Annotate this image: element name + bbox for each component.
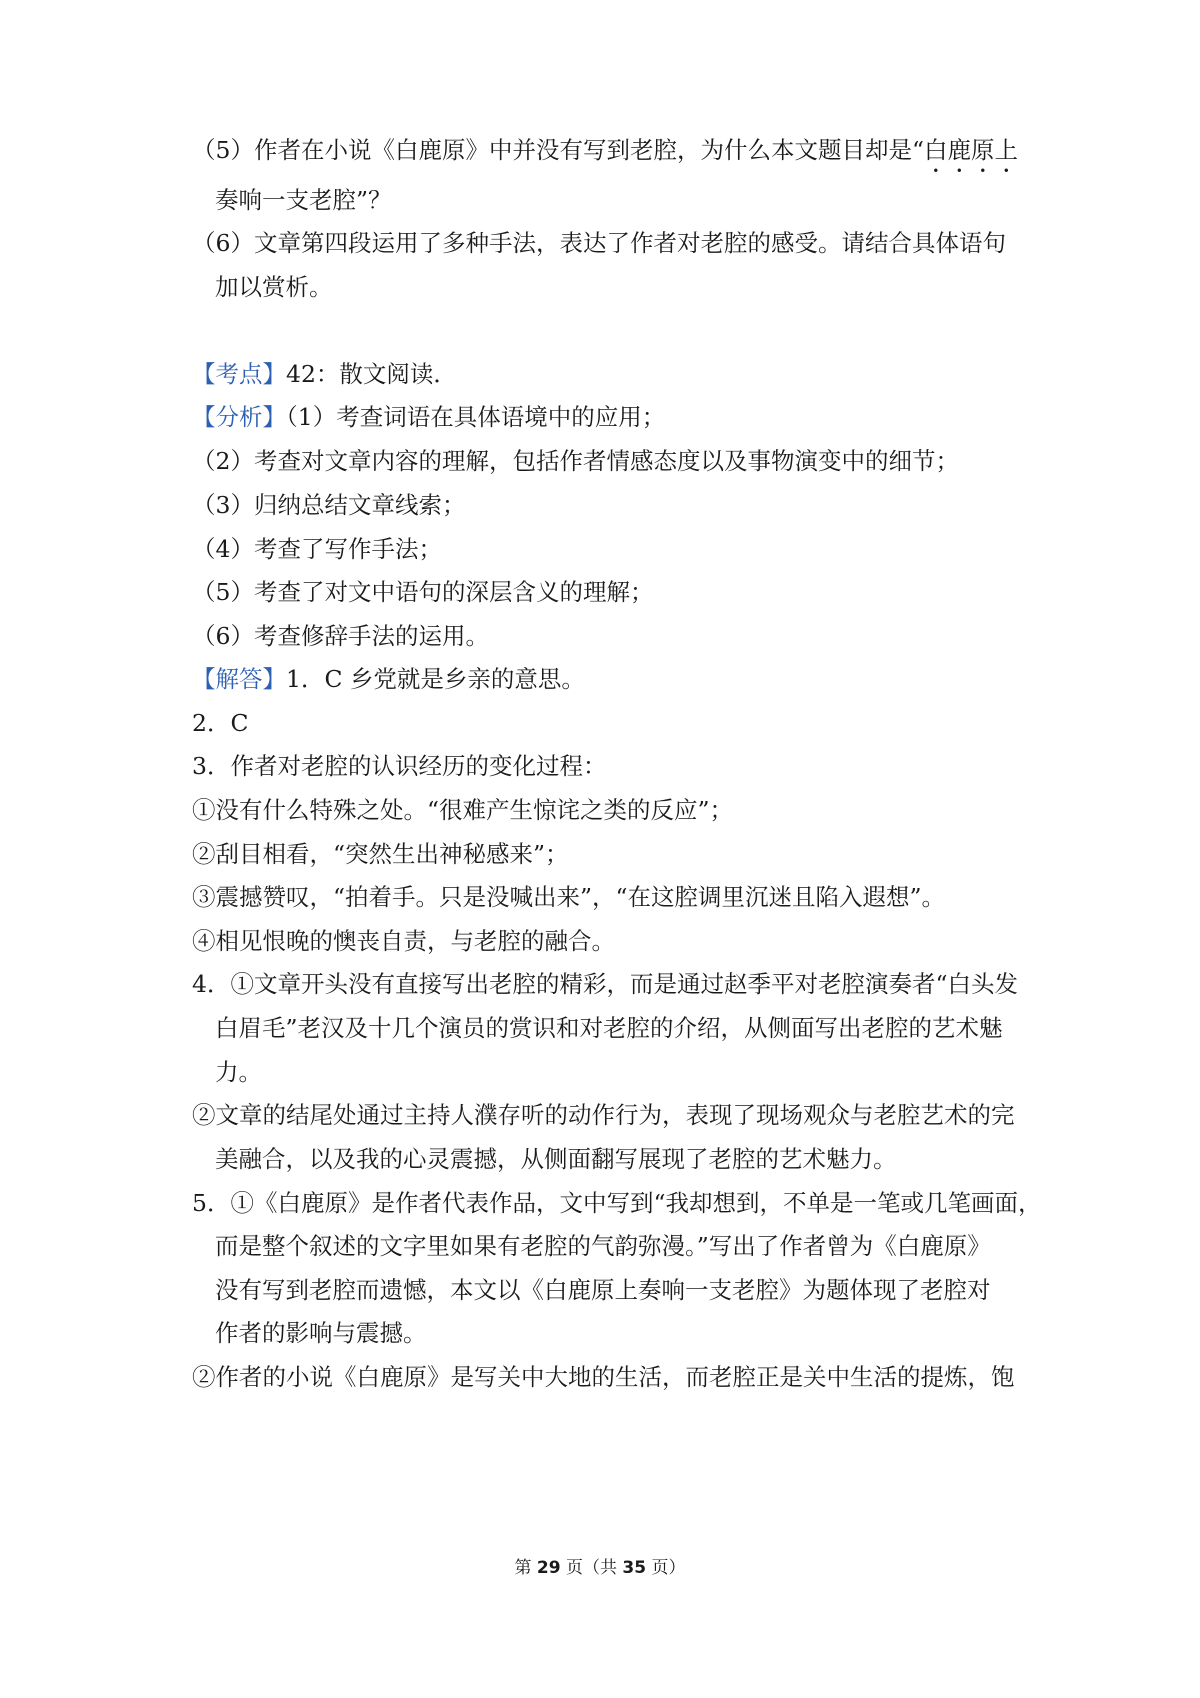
fenxi-line-3: （3）归纳总结文章线索； <box>192 491 466 519</box>
answer-4-line-3: 力。 <box>215 1058 262 1086</box>
answer-4-item-2-line-1: ②文章的结尾处通过主持人濮存听的动作行为，表现了现场观众与老腔艺术的完 <box>192 1101 1015 1129</box>
kaodian-text: 42：散文阅读． <box>286 360 457 388</box>
answer-4-line-1: 4．①文章开头没有直接写出老腔的精彩，而是通过赵季平对老腔演奏者“白头发 <box>192 970 1018 998</box>
fenxi-line-5: （5）考查了对文中语句的深层含义的理解； <box>192 578 654 606</box>
fenxi-line-6: （6）考查修辞手法的运用。 <box>192 622 489 650</box>
fenxi-line-4: （4）考查了写作手法； <box>192 535 442 563</box>
fenxi-line-1: 【分析】（1）考查词语在具体语境中的应用； <box>192 403 666 431</box>
question-6-line-1: （6）文章第四段运用了多种手法，表达了作者对老腔的感受。请结合具体语句 <box>192 229 1006 257</box>
total-page-number: 35 <box>622 1558 647 1578</box>
answer-3-item-2: ②刮目相看，“突然生出神秘感来”； <box>192 840 569 868</box>
answer-3-item-1: ①没有什么特殊之处。“很难产生惊诧之类的反应”； <box>192 796 734 824</box>
answer-3-item-4: ④相见恨晚的懊丧自责，与老腔的融合。 <box>192 927 615 955</box>
answer-5-item-2-line-1: ②作者的小说《白鹿原》是写关中大地的生活，而老腔正是关中生活的提炼，饱 <box>192 1363 1015 1391</box>
answer-5-line-4: 作者的影响与震撼。 <box>215 1319 427 1347</box>
answer-4-item-2-line-2: 美融合，以及我的心灵震撼，从侧面翻写展现了老腔的艺术魅力。 <box>215 1145 897 1173</box>
fenxi-line-2: （2）考查对文章内容的理解，包括作者情感态度以及事物演变中的细节； <box>192 447 959 475</box>
kaodian-section <box>192 351 1032 397</box>
fenxi-tag: 【分析】 <box>192 403 286 431</box>
answer-3-item-3: ③震撼赞叹，“拍着手。只是没喊出来”，“在这腔调里沉迷且陷入遐想”。 <box>192 883 946 911</box>
emphasized-title-text: 白鹿原上 <box>923 136 1018 164</box>
question-6-line-2: 加以赏析。 <box>215 273 333 301</box>
answer-5-line-2: 而是整个叙述的文字里如果有老腔的气韵弥漫。”写出了作者曾为《白鹿原》 <box>215 1232 991 1260</box>
current-page-number: 29 <box>536 1558 561 1578</box>
jieda-tag: 【解答】 <box>192 665 286 693</box>
answer-5-line-1: 5．①《白鹿原》是作者代表作品，文中写到“我却想到，不单是一笔或几笔画面， <box>192 1189 1042 1217</box>
answer-2: 2．C <box>192 709 249 737</box>
page-footer: 第 29 页（共 35 页） <box>514 1558 686 1578</box>
answer-1: 【解答】1．C 乡党就是乡亲的意思。 <box>192 665 585 693</box>
answer-3: 3．作者对老腔的认识经历的变化过程： <box>192 752 607 780</box>
question-5-line-2: 奏响一支老腔”？ <box>215 186 392 214</box>
answer-4-line-2: 白眉毛”老汉及十几个演员的赏识和对老腔的介绍，从侧面写出老腔的艺术魅 <box>215 1014 1003 1042</box>
kaodian-tag: 【考点】 <box>192 360 286 388</box>
answer-5-line-3: 没有写到老腔而遗憾，本文以《白鹿原上奏响一支老腔》为题体现了老腔对 <box>215 1276 991 1304</box>
question-5-line-1: （5）作者在小说《白鹿原》中并没有写到老腔，为什么本文题目却是“白鹿原上 <box>192 136 1018 164</box>
